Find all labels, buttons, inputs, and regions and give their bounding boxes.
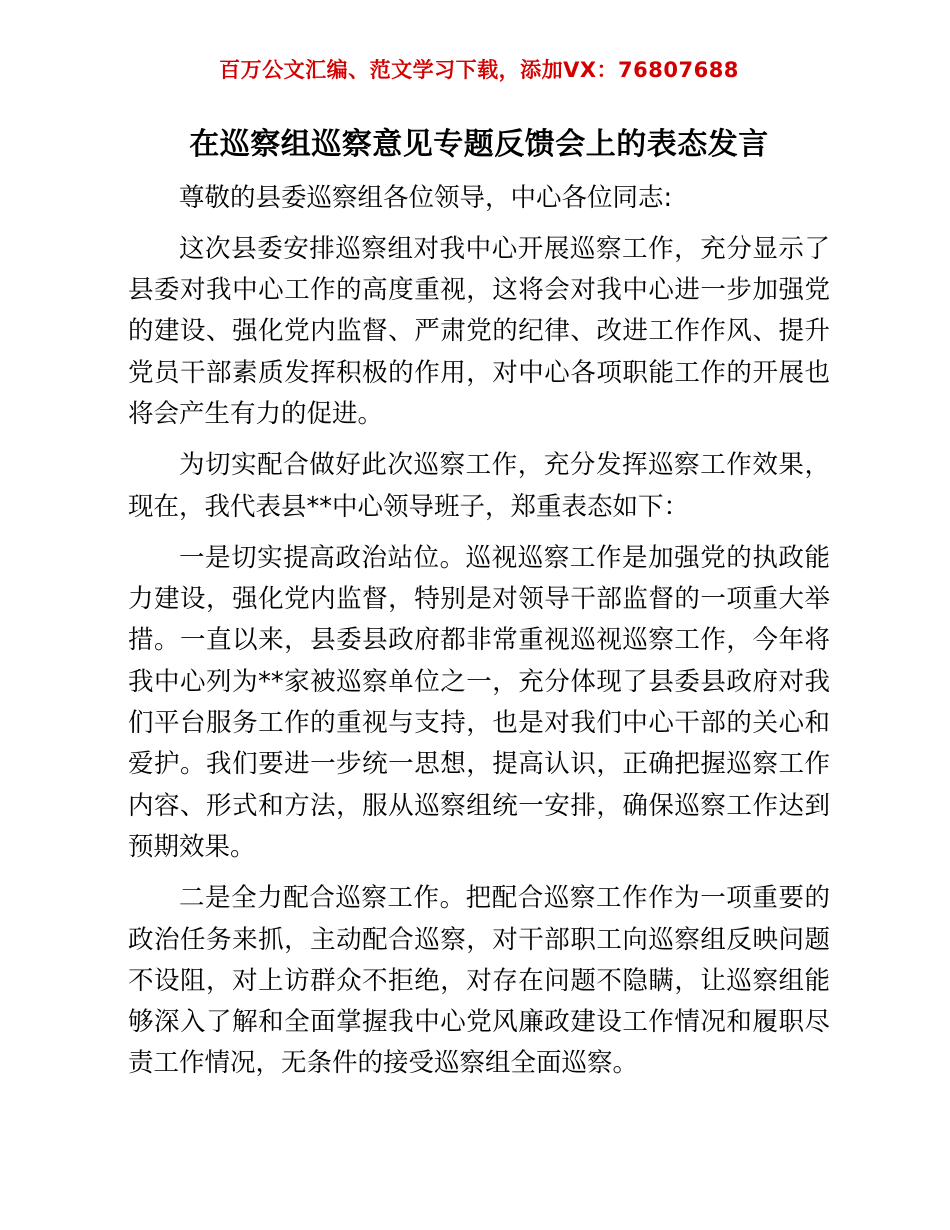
paragraph-salutation: 尊敬的县委巡察组各位领导，中心各位同志: bbox=[179, 182, 673, 213]
paragraph-4: 二是全力配合巡察工作。把配合巡察工作作为一项重要的政治任务来抓，主动配合巡察，对干部职工向巡察组反映问题不设阻，对上访群众不拒绝，对存在问题不隐瞒，让巡察组能够深入了解和全面掌握我中心党风廉政建设工作情况和履职尽责工作情况，无条件的接受巡察组全面巡察。 bbox=[128, 883, 830, 1079]
document-body bbox=[128, 178, 830, 1085]
paragraph-1: 这次县委安排巡察组对我中心开展巡察工作，充分显示了县委对我中心工作的高度重视，这将会对我中心进一步加强党的建设、强化党内监督、严肃党的纪律、改进工作作风、提升党员干部素质发挥积极的作用，对中心各项职能工作的开展也将会产生有力的促进。 bbox=[128, 233, 830, 429]
paragraph-3: 一是切实提高政治站位。巡视巡察工作是加强党的执政能力建设，强化党内监督，特别是对领导干部监督的一项重大举措。一直以来，县委县政府都非常重视巡视巡察工作，今年将我中心列为**家被巡察单位之一，充分体现了县委县政府对我们平台服务工作的重视与支持，也是对我们中心干部的关心和爱护。我们要进一步统一思想，提高认识，正确把握巡察工作内容、形式和方法，服从巡察组统一安排，确保巡察工作达到预期效果。 bbox=[128, 542, 830, 862]
watermark-banner: 百万公文汇编、范文学习下载，添加VX：76807688 bbox=[219, 58, 739, 82]
page-title: 在巡察组巡察意见专题反馈会上的表态发言 bbox=[189, 127, 769, 162]
paragraph-2: 为切实配合做好此次巡察工作，充分发挥巡察工作效果，现在，我代表县**中心领导班子，郑重表态如下： bbox=[128, 450, 830, 522]
